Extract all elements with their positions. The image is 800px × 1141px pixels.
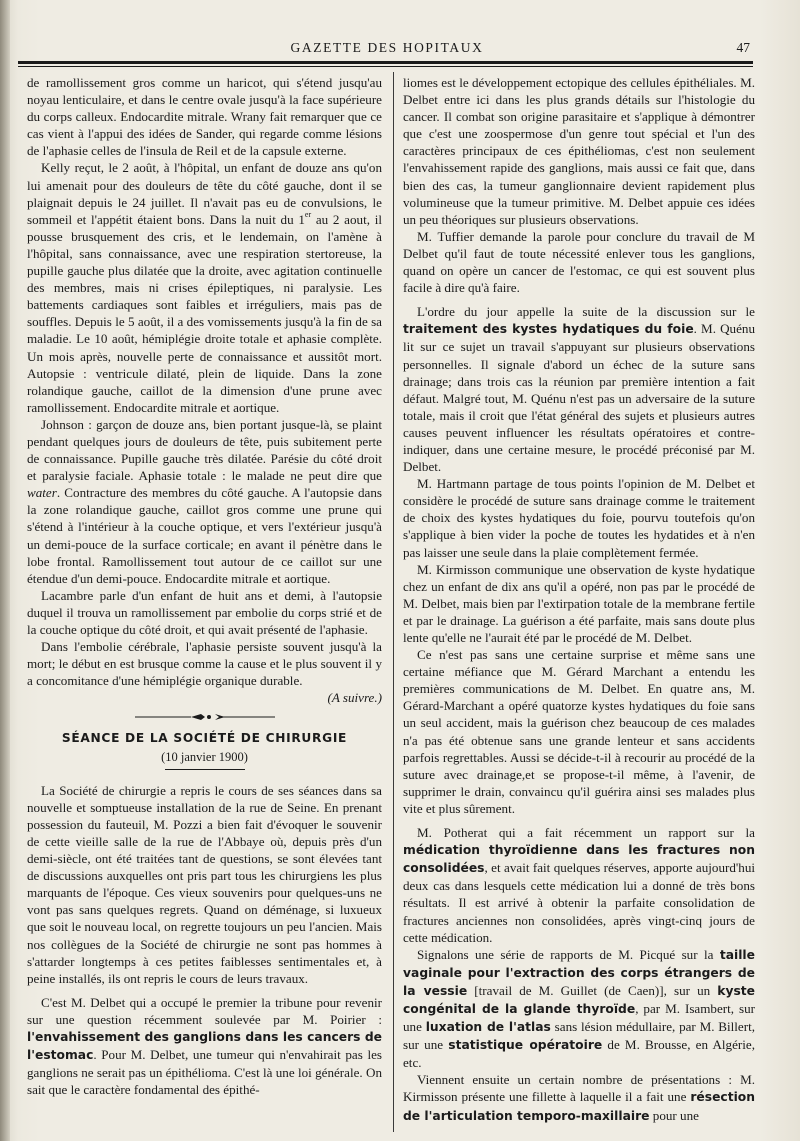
a-suivre-note: (A suivre.) — [327, 690, 382, 706]
text-run: [travail de M. Guillet (de Caen)], sur un — [467, 982, 718, 998]
column-divider — [393, 72, 394, 1132]
paragraph-delbet — [27, 994, 382, 1099]
bold-topic: traitement des kystes hydatiques du foie — [403, 322, 694, 337]
running-title: GAZETTE DES HOPITAUX — [290, 40, 484, 55]
text-run: de M. Brousse, en Algérie, etc. — [403, 1037, 755, 1071]
bold-topic: statistique opératoire — [448, 1038, 603, 1053]
left-column — [27, 74, 382, 1098]
text-run: . Contracture des membres du côté gauche. A l'autopsie dans la zone rolandique gauche, caillot gros comme une prune qui s'étend à l'intérieur à la couche optique, et vers l'extérieur jusqu'à un demi-pouce de la surface corticale; en avant il pénètre dans le lobe frontal. Ramollissement tout autour de ce caillot sur une étendue d'un demi-pouce. Endocardite mitrale et aortique. — [27, 485, 382, 586]
text-run: au 2 aout, il pousse brusquement des cris, et le lendemain, on l'amène à l'hôpital, sans connaissance, avec une respiration stertoreuse, la pupille gauche plus dilatée que la droite, avec agitation continuelle des membres, mais ni crises épileptiques, ni paralysie. Les battements cardiaques sont faibles et irréguliers, mais pas de souffles. Depuis le 5 août, il a des vomissements jusqu'à la fin de sa maladie. Le 10 août, hémiplégie droite totale et aphasie complète. Un mois après, nouvelle perte de connaissance et aussitôt mort. Autopsie : ventricule dilaté, plein de liquide. Dans la zone rolandique gauche, caillot de la dimension d'une prune avec ramollissement. Endocardite mitrale et aortique. — [27, 211, 382, 415]
text-run: , par M. Isambert, sur une — [403, 1000, 755, 1035]
page-header — [14, 38, 760, 58]
paragraph-lacambre: Lacambre parle d'un enfant de huit ans et demi, à l'autopsie duquel il trouva un ramollissement par embolie du corps strié et de la couche optique du côté droit, et qui avait présenté de l'aphasie. — [27, 587, 382, 637]
paragraph-marchant: Ce n'est pas sans une certaine surprise et même sans une certaine méfiance que M. Gérard Marchant a entendu les premières communications de M. Delbet. En quatre ans, M. Gérard-Marchant a opéré quatorze kystes hydatiques du foie sans un seul accident, mais la guérison chez beaucoup de ces malades n'a pas été obtenue sans une grande lenteur et sans accidents parfois regrettables. Aussi se décide-t-il à recourir au procédé de la suture avec drainage,et se propose-t-il même, à l'avenir, de supprimer le drain, convaincu qu'il guérira ainsi ses malades plus vite et plus sûrement. — [403, 647, 755, 816]
text-run: L'ordre du jour appelle la suite de la discussion sur le — [417, 304, 755, 320]
paragraph-tuffier: M. Tuffier demande la parole pour conclure du travail de M Delbet qu'il faut de toute nécessité enlever tous les ganglions, quand on opère un cancer de l'estomac, ce qui est souvent plus facile à dire qu'à faire. — [403, 228, 755, 296]
paragraph-societe: La Société de chirurgie a repris le cours de ses séances dans sa nouvelle et somptueuse installation de la rue de Seine. En prenant possession du fauteuil, M. Pozzi a bien fait d'évoquer le souvenir de cette vieille salle de la rue de l'Abbaye où, depuis près d'un demi-siècle, ont été traitées tant de questions, se sont élevées tant de discussions auxquelles ont pris part tous les chirurgiens les plus marquants de l'époque. Ces vieux souvenirs pour quelques-uns ne vont pas sans quelques regrets. Quand on déménage, si luxueux que soit le nouveau local, on regrette toujours un peu l'ancien. Mais nos collègues de la Société de chirurgie ne sont pas hommes à s'attarder longtemps à ces petites faiblesses sentimentales et, à peine installés, ils ont repris le cours de leurs travaux. — [27, 782, 382, 986]
short-rule — [165, 769, 245, 770]
text-run: Signalons une série de rapports de M. Picqué sur la — [417, 946, 720, 962]
text-run: Viennent ensuite un certain nombre de présentations : M. Kirmisson présente une fillette à laquelle il a fait une — [403, 1072, 755, 1105]
text-run: Kelly reçut, le 2 août, à l'hôpital, un enfant de douze ans qu'on lui amenait pour des douleurs de tête du côté gauche, dont il se plaignait depuis le 24 juillet. Il n'avait pas eu de convulsions, le sommeil et l'appétit étaient bons. Dans la nuit du 1 — [27, 160, 382, 227]
paragraph-kelly — [27, 159, 382, 415]
paragraph-continued: liomes est le développement ectopique des cellules épithéliales. M. Delbet entre ici dans les plus grands détails sur l'histologie du cancer. Il combat son origine parasitaire et s'applique à démontrer que c'est une zoospermose d'un genre tout spécial et l'un des caractères principaux de ces épithéliomas, c'est non seulement l'envahissement rapide des ganglions, mais aussi ce fait que, dans bien des cas, la tumeur ganglionnaire devient rapidement plus volumineuse que la tumeur primitive. M. Delbet appuie ces idées un peu théoriques sur plusieurs observations. — [403, 75, 755, 227]
header-rule-thin — [18, 66, 753, 67]
text-run: . Pour M. Delbet, une tumeur qui n'envahirait pas les ganglions ne serait pas un épithélioma. C'est là une loi générale. On sait que le caractère fondamental des épithé- — [27, 1047, 382, 1098]
text-run: C'est M. Delbet qui a occupé le premier la tribune pour revenir sur une question récemment soulevée par M. Poirier : — [27, 994, 382, 1027]
paragraph-embolie — [27, 638, 382, 689]
page-number: 47 — [736, 40, 750, 55]
text-run: Dans l'embolie cérébrale, l'aphasie persiste souvent jusqu'à la mort; le début en est brusque comme la cause et le plus souvent il y a concomitance d'une hémiplégie organique durable. — [27, 639, 382, 689]
header-rule-thick — [18, 61, 753, 64]
paragraph-potherat — [403, 824, 755, 946]
text-run: . M. Quénu lit sur ce sujet un travail s'appuyant sur plusieurs observations personnelles. Il signale d'abord un échec de la suture sans drainage; dans trois cas la réunion par première intention a fait défaut. Malgré tout, M. Quénu n'est pas un adversaire de la suture totale, mais il croit que l'état général des sujets et plusieurs autres causes peuvent influencer les résultats opératoires et contre-indiquer, dans une certaine mesure, le procédé préconisé par M. Delbet. — [403, 321, 755, 475]
bold-topic: kyste congénital de la glande thyroïde — [403, 983, 756, 1016]
paragraph-picque — [403, 946, 755, 1072]
italic-word: water — [27, 485, 57, 501]
text-run: Johnson : garçon de douze ans, bien portant jusque-là, se plaint pendant quelques jours de douleurs de tête, puis subitement perte de connaissance. Pupille gauche très dilatée. Parésie du côté droit et paralysie faciale. Aphasie totale : le malade ne peut dire que — [27, 416, 382, 484]
binding-edge — [0, 0, 10, 1141]
bold-topic: résection de l'articulation temporo-maxillaire — [403, 1090, 755, 1123]
text-run: sans lésion médullaire, par M. Billert, sur une — [403, 1019, 755, 1053]
text-run: pour une — [649, 1107, 699, 1123]
paragraph: de ramollissement gros comme un haricot, qui s'étend jusqu'au noyau lenticulaire, et dans le centre ovale jusqu'à la face supérieure du corps calleux. Endocardite mitrale. Wrany fait remarquer que ce cas vient à l'appui des idées de Sander, qui regarde comme lésions de l'aphasie celles de l'insula de Reil et de la capsule externe. — [27, 75, 382, 159]
bold-topic: l'envahissement des ganglions dans les cancers de l'estomac — [27, 1029, 382, 1063]
text-run: M. Potherat qui a fait récemment un rapport sur la — [417, 825, 755, 841]
text-run: , et avait fait quelques réserves, apporte aujourd'hui deux cas dans lesquels cette médication lui a donné de très bons résultats. Il est arrivé à obtenir la parfaite consolidation de fractures anciennes non consolidées, après vingt-cinq jours de cette médication. — [403, 860, 755, 945]
bold-topic: taille vaginale pour l'extraction des corps étrangers de la vessie — [403, 947, 755, 998]
paragraph-hartmann: M. Hartmann partage de tous points l'opinion de M. Delbet et considère le procédé de suture sans drainage comme le traitement de choix des kystes hydatiques du foie, pourvu toutefois qu'on s'applique à bien vider la poche de toutes les hydatides et à n'en pas laisser une seule dans la plaie complètement fermée. — [403, 476, 755, 560]
right-column — [403, 74, 755, 1125]
ordinal-superscript: er — [304, 209, 312, 219]
bold-topic: luxation de l'atlas — [425, 1020, 551, 1035]
section-date: (10 janvier 1900) — [161, 749, 248, 764]
paragraph-johnson — [27, 416, 382, 587]
section-title: SÉANCE DE LA SOCIÉTÉ DE CHIRURGIE — [61, 731, 348, 746]
paragraph-kirmisson: M. Kirmisson communique une observation de kyste hydatique chez un enfant de dix ans qu'il a opéré, non pas par le procédé de M. Delbet, mais bien par l'extirpation totale de la membrane fertile et par le drainage. La guérison a été parfaite, mais sans doute plus lente qu'elle ne l'aurait été par le procédé de M. Delbet. — [403, 561, 755, 645]
paragraph-quenu — [403, 303, 755, 475]
bold-topic: médication thyroïdienne dans les fractures non consolidées — [403, 843, 755, 876]
to-be-continued-line — [27, 689, 382, 706]
section-ornament — [27, 710, 382, 724]
paragraph-presentations — [403, 1071, 755, 1124]
ornament-rule-icon — [135, 710, 275, 724]
